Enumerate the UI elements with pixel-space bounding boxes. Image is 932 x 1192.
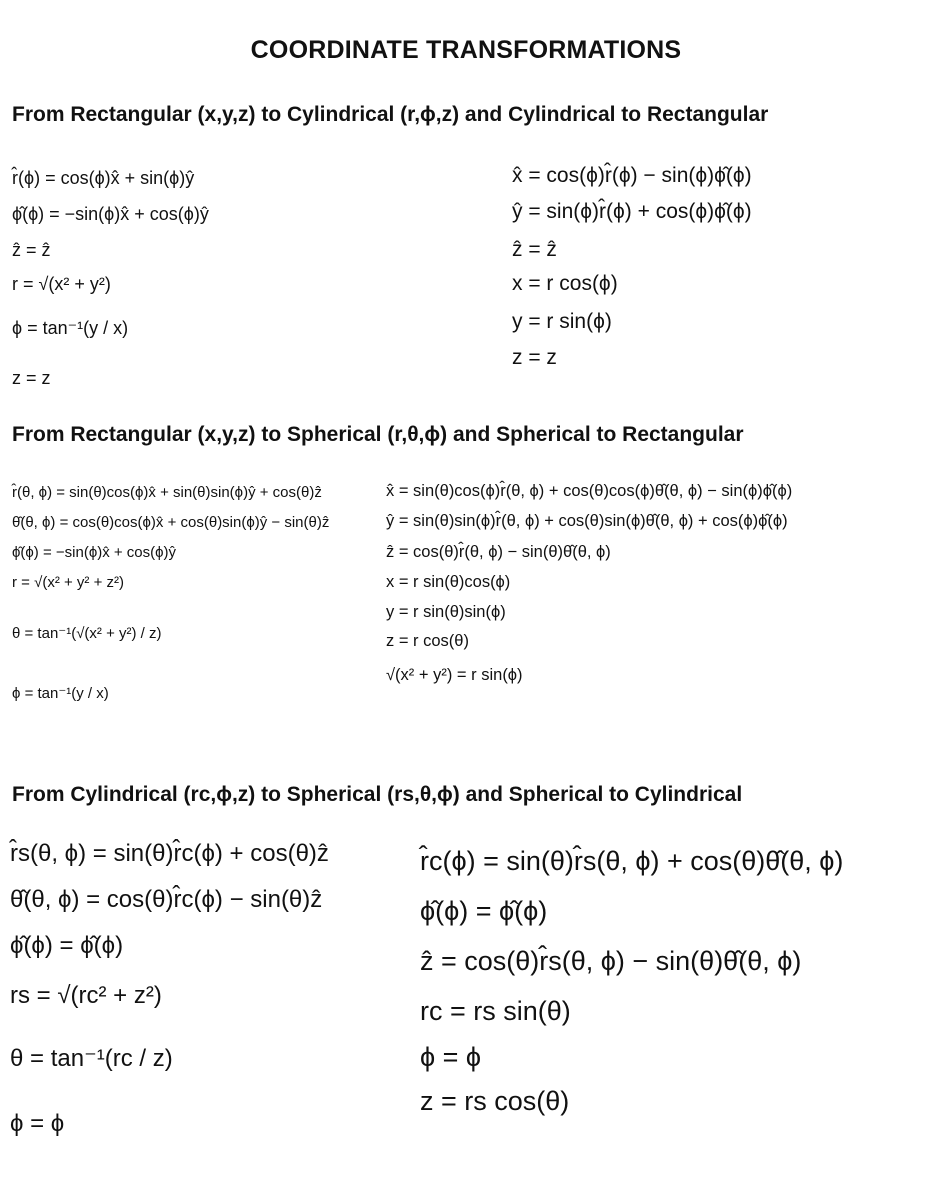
section-heading-rect-cyl: From Rectangular (x,y,z) to Cylindrical (r,ϕ,z) and Cylindrical to Rectangular [12,103,769,126]
equation: θ̂(θ, ϕ) = cos(θ)r̂c(ϕ) − sin(θ)ẑ [10,886,323,913]
equation: ϕ = ϕ [10,1110,65,1137]
equation: rc = rs sin(θ) [420,996,571,1026]
equation: ẑ = ẑ [512,238,557,261]
equation: z = rs cos(θ) [420,1086,570,1116]
equation: θ = tan⁻¹(rc / z) [10,1045,173,1072]
equation: x̂ = sin(θ)cos(ϕ)r̂(θ, ϕ) + cos(θ)cos(ϕ)θ̂(θ, ϕ) − sin(ϕ)ϕ̂(ϕ) [386,482,793,500]
equation: y = r sin(θ)sin(ϕ) [386,603,506,621]
equation: ϕ = tan⁻¹(y / x) [12,685,109,702]
equation: ẑ = ẑ [12,240,51,260]
equation: r = √(x² + y²) [12,274,111,294]
equation: ŷ = sin(θ)sin(ϕ)r̂(θ, ϕ) + cos(θ)sin(ϕ)θ̂(θ, ϕ) + cos(ϕ)ϕ̂(ϕ) [386,512,788,530]
equation: z = r cos(θ) [386,632,469,650]
equation: θ = tan⁻¹(√(x² + y²) / z) [12,625,162,642]
page-title: COORDINATE TRANSFORMATIONS [250,36,682,64]
equation: √(x² + y²) = r sin(ϕ) [386,666,523,684]
equation: r̂(θ, ϕ) = sin(θ)cos(ϕ)x̂ + sin(θ)sin(ϕ)ŷ + cos(θ)ẑ [12,484,322,501]
equation: ϕ̂(ϕ) = ϕ̂(ϕ) [420,896,548,926]
section-heading-cyl-sph: From Cylindrical (rc,ϕ,z) to Spherical (rs,θ,ϕ) and Spherical to Cylindrical [12,783,743,806]
equation: r = √(x² + y² + z²) [12,574,124,591]
equation: x = r sin(θ)cos(ϕ) [386,573,511,591]
equation: ϕ̂(ϕ) = ϕ̂(ϕ) [10,932,124,959]
equation: x̂ = cos(ϕ)r̂(ϕ) − sin(ϕ)ϕ̂(ϕ) [512,164,752,187]
equation: ẑ = cos(θ)r̂(θ, ϕ) − sin(θ)θ̂(θ, ϕ) [386,543,611,561]
equation: θ̂(θ, ϕ) = cos(θ)cos(ϕ)x̂ + cos(θ)sin(ϕ)ŷ − sin(θ)ẑ [12,514,330,531]
equation: ẑ = cos(θ)r̂s(θ, ϕ) − sin(θ)θ̂(θ, ϕ) [420,946,802,976]
equation: ϕ̂(ϕ) = −sin(ϕ)x̂ + cos(ϕ)ŷ [12,204,209,224]
equation: y = r sin(ϕ) [512,310,612,333]
equation: ŷ = sin(ϕ)r̂(ϕ) + cos(ϕ)ϕ̂(ϕ) [512,200,752,223]
equation: z = z [12,368,51,388]
equation: ϕ = ϕ [420,1042,482,1072]
equation: ϕ̂(ϕ) = −sin(ϕ)x̂ + cos(ϕ)ŷ [12,544,177,561]
equation: ϕ = tan⁻¹(y / x) [12,318,129,338]
equation: rs = √(rc² + z²) [10,982,162,1009]
section-heading-rect-sph: From Rectangular (x,y,z) to Spherical (r,θ,ϕ) and Spherical to Rectangular [12,423,744,446]
equation: r̂(ϕ) = cos(ϕ)x̂ + sin(ϕ)ŷ [12,168,195,188]
equation: z = z [512,346,557,369]
equation: r̂c(ϕ) = sin(θ)r̂s(θ, ϕ) + cos(θ)θ̂(θ, ϕ) [420,846,844,876]
equation: r̂s(θ, ϕ) = sin(θ)r̂c(ϕ) + cos(θ)ẑ [10,840,329,867]
equation: x = r cos(ϕ) [512,272,618,295]
